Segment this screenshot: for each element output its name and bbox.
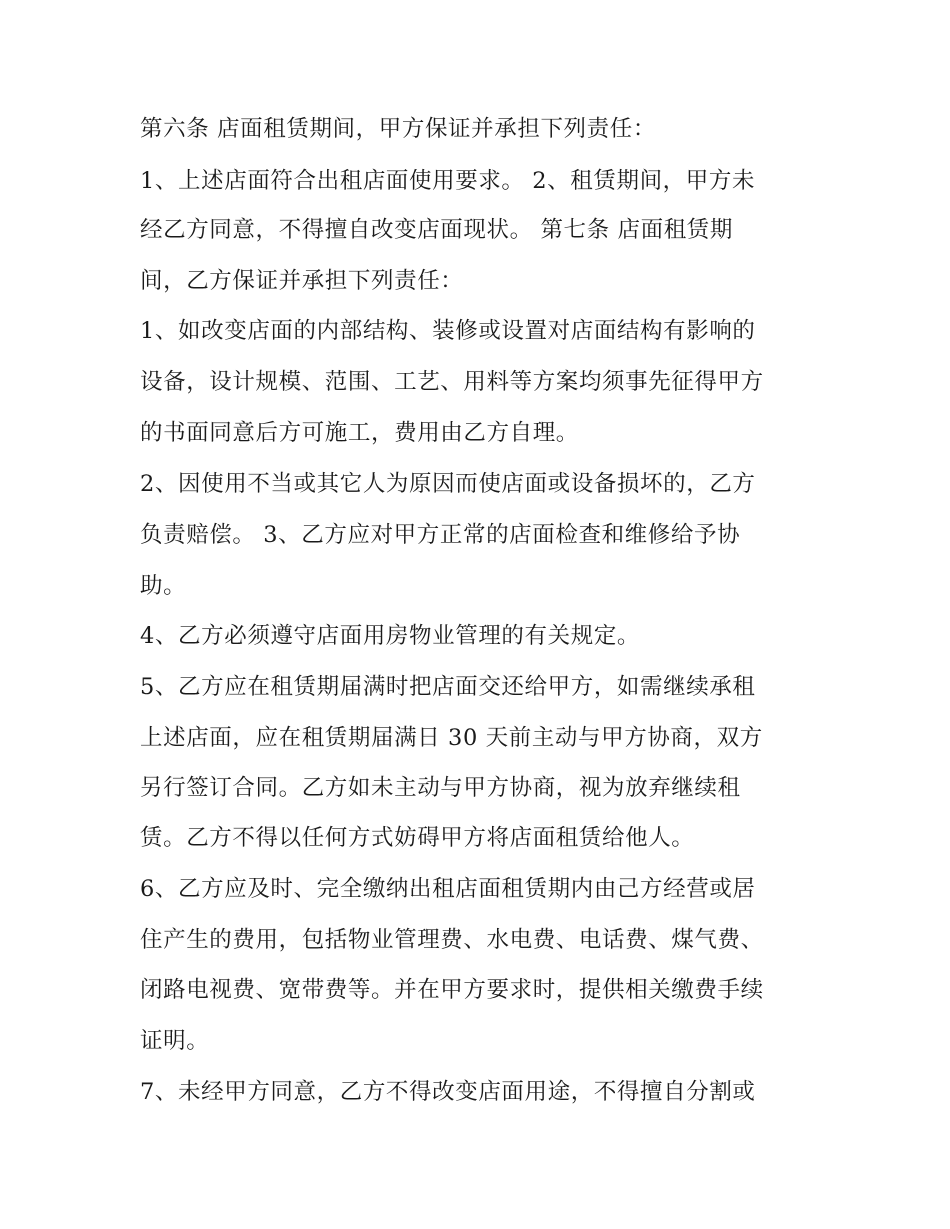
text-line: 6、乙方应及时、完全缴纳出租店面租赁期内由己方经营或居 bbox=[140, 876, 756, 902]
text-line: 间，乙方保证并承担下列责任： bbox=[140, 268, 464, 294]
text-line: 4、乙方必须遵守店面用房物业管理的有关规定。 bbox=[140, 623, 641, 649]
text-line: 助。 bbox=[140, 573, 187, 599]
text-line: 7、未经甲方同意，乙方不得改变店面用途，不得擅自分割或 bbox=[140, 1079, 756, 1105]
text-line: 证明。 bbox=[140, 1028, 210, 1054]
text-line: 住产生的费用，包括物业管理费、水电费、电话费、煤气费、 bbox=[140, 927, 764, 953]
text-line: 另行签订合同。乙方如未主动与甲方协商，视为放弃继续租 bbox=[140, 775, 741, 801]
text-line: 上述店面，应在租赁期届满日 30 天前主动与甲方协商，双方 bbox=[140, 725, 763, 751]
text-line: 赁。乙方不得以任何方式妨碍甲方将店面租赁给他人。 bbox=[140, 825, 695, 851]
text-line: 1、上述店面符合出租店面使用要求。 2、租赁期间，甲方未 bbox=[140, 168, 756, 194]
text-line: 的书面同意后方可施工，费用由乙方自理。 bbox=[140, 420, 579, 446]
text-line: 闭路电视费、宽带费等。并在甲方要求时，提供相关缴费手续 bbox=[140, 977, 764, 1003]
text-line: 设备，设计规模、范围、工艺、用料等方案均须事先征得甲方 bbox=[140, 369, 764, 395]
article-6-heading: 第六条 店面租赁期间，甲方保证并承担下列责任： bbox=[140, 116, 656, 142]
text-line: 1、如改变店面的内部结构、装修或设置对店面结构有影响的 bbox=[140, 318, 756, 344]
text-line: 5、乙方应在租赁期届满时把店面交还给甲方，如需继续承租 bbox=[140, 674, 756, 700]
text-line: 负责赔偿。 3、乙方应对甲方正常的店面检查和维修给予协 bbox=[140, 522, 741, 548]
text-line: 2、因使用不当或其它人为原因而使店面或设备损坏的，乙方 bbox=[140, 471, 756, 497]
text-line: 经乙方同意，不得擅自改变店面现状。 第七条 店面租赁期 bbox=[140, 217, 734, 243]
